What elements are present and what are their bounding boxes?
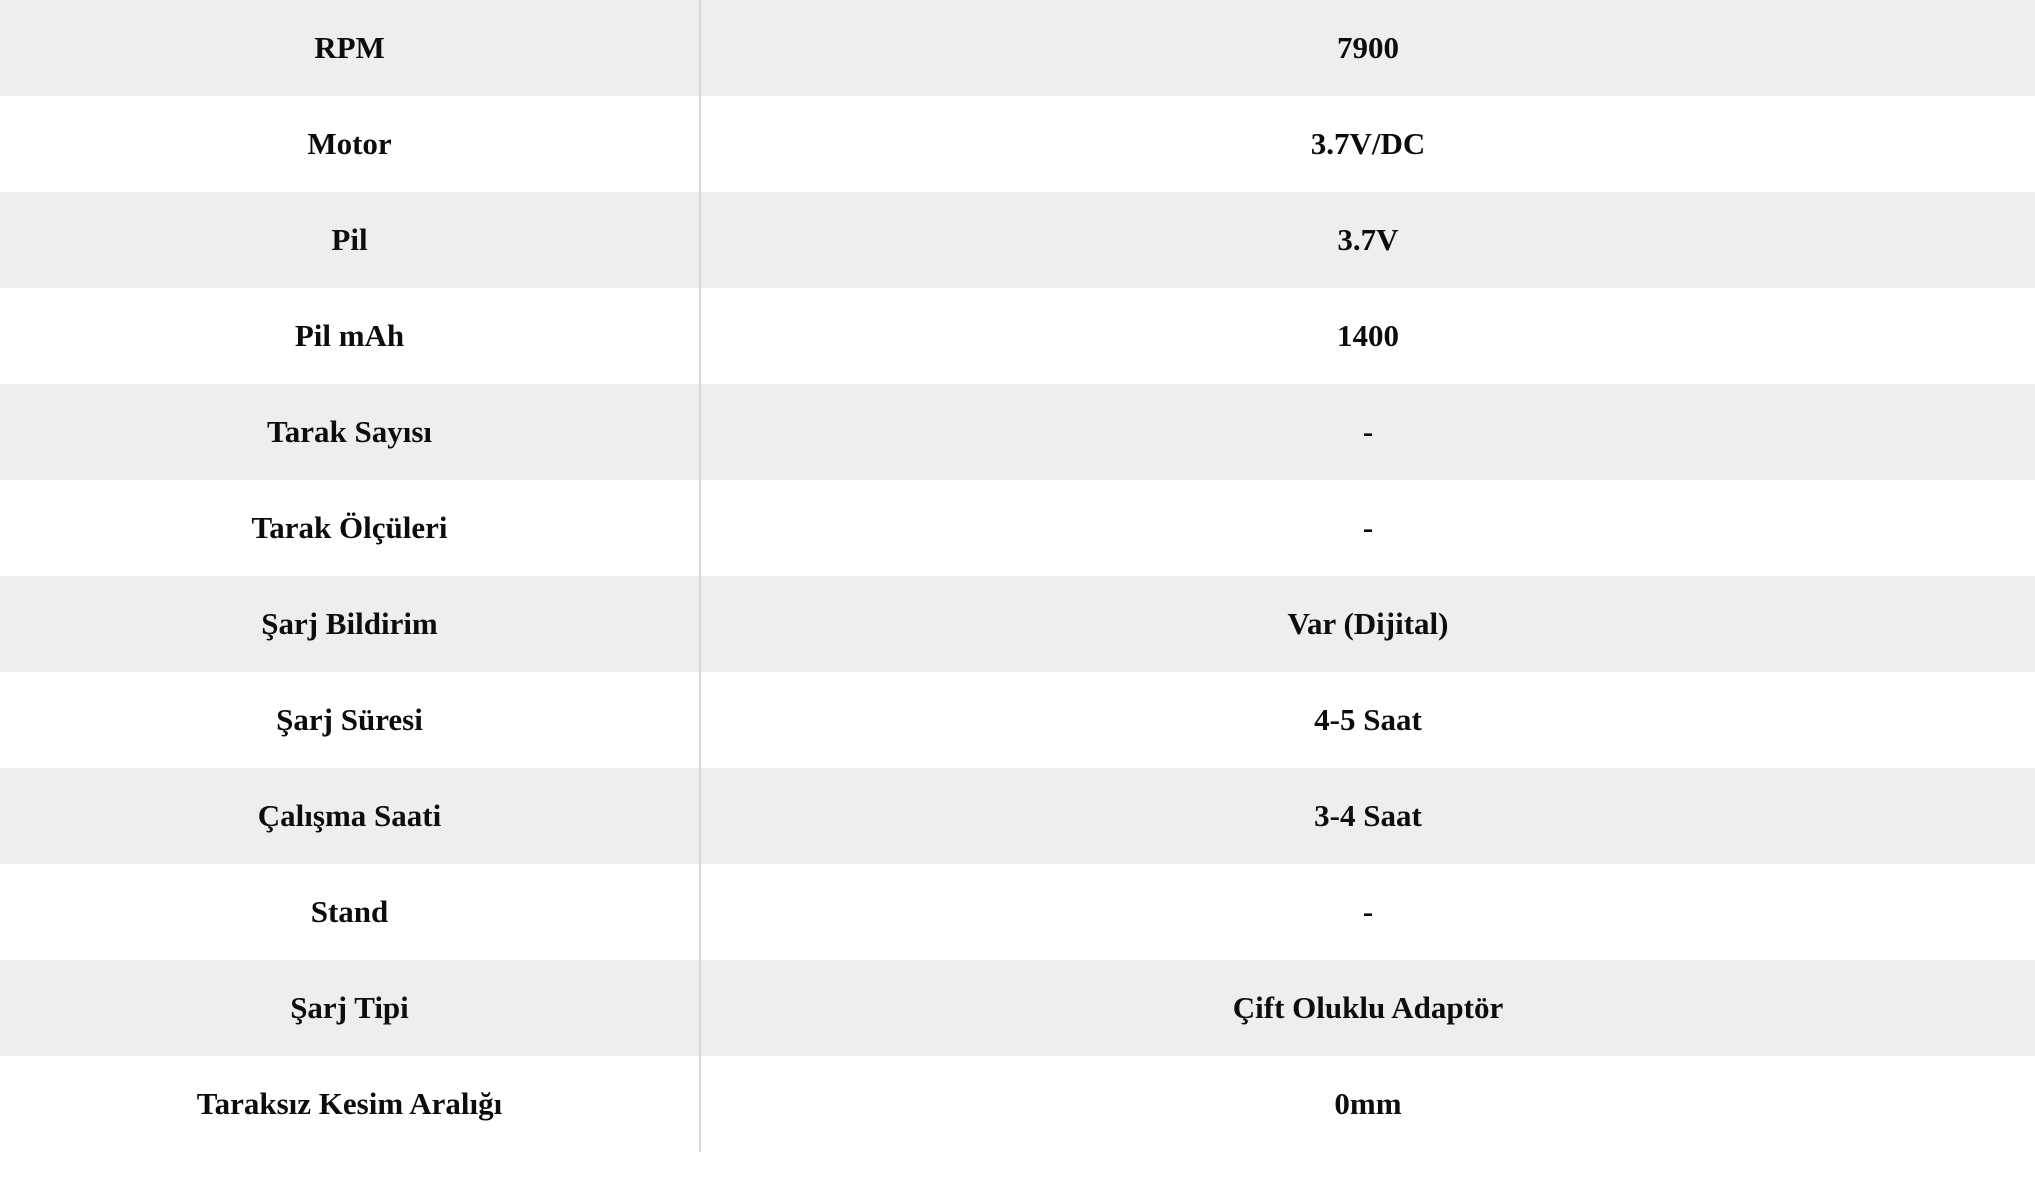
spec-value: - — [1362, 510, 1374, 545]
spec-label: Şarj Tipi — [0, 960, 700, 1056]
spec-label: Şarj Süresi — [0, 672, 700, 768]
table-row — [0, 480, 2035, 576]
spec-label: Stand — [0, 864, 700, 960]
spec-label: Pil mAh — [0, 288, 700, 384]
table-row — [0, 576, 2035, 672]
table-row — [0, 192, 2035, 288]
table-row — [0, 1056, 2035, 1152]
spec-value: 7900 — [1337, 30, 1399, 65]
spec-value: 3.7V — [1337, 222, 1399, 257]
spec-value: 3-4 Saat — [1314, 798, 1422, 833]
table-row — [0, 864, 2035, 960]
table-row — [0, 96, 2035, 192]
spec-label: RPM — [0, 0, 700, 96]
spec-label: Tarak Sayısı — [0, 384, 700, 480]
spec-label: Tarak Ölçüleri — [0, 480, 700, 576]
spec-value: Çift Oluklu Adaptör — [1232, 990, 1504, 1025]
table-row — [0, 384, 2035, 480]
spec-value: 1400 — [1337, 318, 1399, 353]
spec-value: Var (Dijital) — [1287, 606, 1449, 641]
table-row — [0, 288, 2035, 384]
table-row — [0, 768, 2035, 864]
spec-label: Çalışma Saati — [0, 768, 700, 864]
spec-value: 0mm — [1334, 1086, 1402, 1121]
spec-label: Motor — [0, 96, 700, 192]
spec-label: Pil — [0, 192, 700, 288]
spec-value: - — [1362, 894, 1374, 929]
spec-value: - — [1362, 414, 1374, 449]
spec-label: Taraksız Kesim Aralığı — [0, 1056, 700, 1152]
table-row — [0, 960, 2035, 1056]
table-row — [0, 0, 2035, 96]
spec-value: 3.7V/DC — [1310, 126, 1426, 161]
table-row — [0, 672, 2035, 768]
spec-value: 4-5 Saat — [1314, 702, 1422, 737]
spec-label: Şarj Bildirim — [0, 576, 700, 672]
